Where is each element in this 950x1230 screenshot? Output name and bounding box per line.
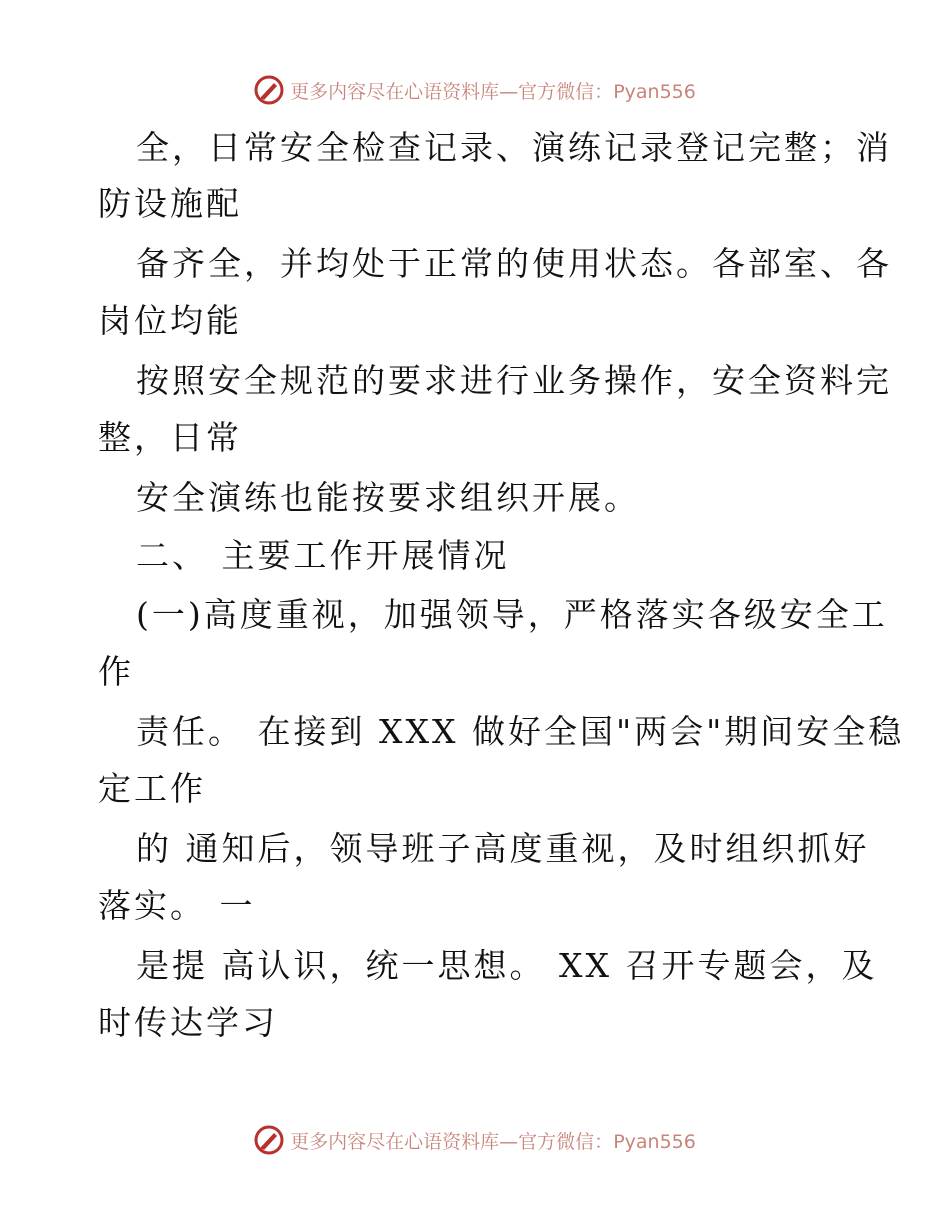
footer-wechat-label: 官方微信： bbox=[518, 1130, 614, 1153]
body-line: 的 通知后，领导班子高度重视，及时组织抓好 bbox=[136, 829, 870, 868]
body-line: 定工作 bbox=[98, 769, 206, 808]
header-wechat-id: Pyan556 bbox=[613, 80, 696, 103]
header-banner bbox=[0, 70, 950, 110]
body-line: 整，日常 bbox=[98, 418, 242, 457]
footer-site-text: 更多内容尽在心语资料库 bbox=[290, 1130, 500, 1153]
body-line: 责任。 在接到 XXX 做好全国"两会"期间安全稳 bbox=[136, 712, 905, 751]
body-line: 备齐全，并均处于正常的使用状态。各部室、各 bbox=[136, 244, 892, 283]
header-dash: — bbox=[499, 80, 519, 103]
footer-banner-text bbox=[290, 1127, 696, 1154]
body-line: 落实。 一 bbox=[98, 886, 256, 925]
body-line: 防设施配 bbox=[98, 184, 242, 223]
footer-dash: — bbox=[499, 1130, 519, 1153]
header-wechat-label: 官方微信： bbox=[518, 80, 614, 103]
body-line: (一)高度重视，加强领导，严格落实各级安全工 bbox=[136, 595, 888, 634]
header-site-text: 更多内容尽在心语资料库 bbox=[290, 80, 500, 103]
section-heading: 二、 主要工作开展情况 bbox=[136, 536, 510, 575]
body-line: 按照安全规范的要求进行业务操作，安全资料完 bbox=[136, 361, 892, 400]
pen-logo-icon bbox=[254, 1125, 284, 1155]
footer-banner bbox=[0, 1120, 950, 1160]
body-line: 全，日常安全检查记录、演练记录登记完整；消 bbox=[136, 128, 892, 167]
body-line: 岗位均能 bbox=[98, 301, 242, 340]
body-line: 时传达学习 bbox=[98, 1003, 278, 1042]
footer-wechat-id: Pyan556 bbox=[613, 1130, 696, 1153]
body-line: 作 bbox=[98, 652, 134, 691]
body-line: 是提 高认识，统一思想。 XX 召开专题会，及 bbox=[136, 946, 878, 985]
pen-logo-icon bbox=[254, 75, 284, 105]
body-line: 安全演练也能按要求组织开展。 bbox=[136, 478, 640, 517]
header-banner-text bbox=[290, 77, 696, 104]
